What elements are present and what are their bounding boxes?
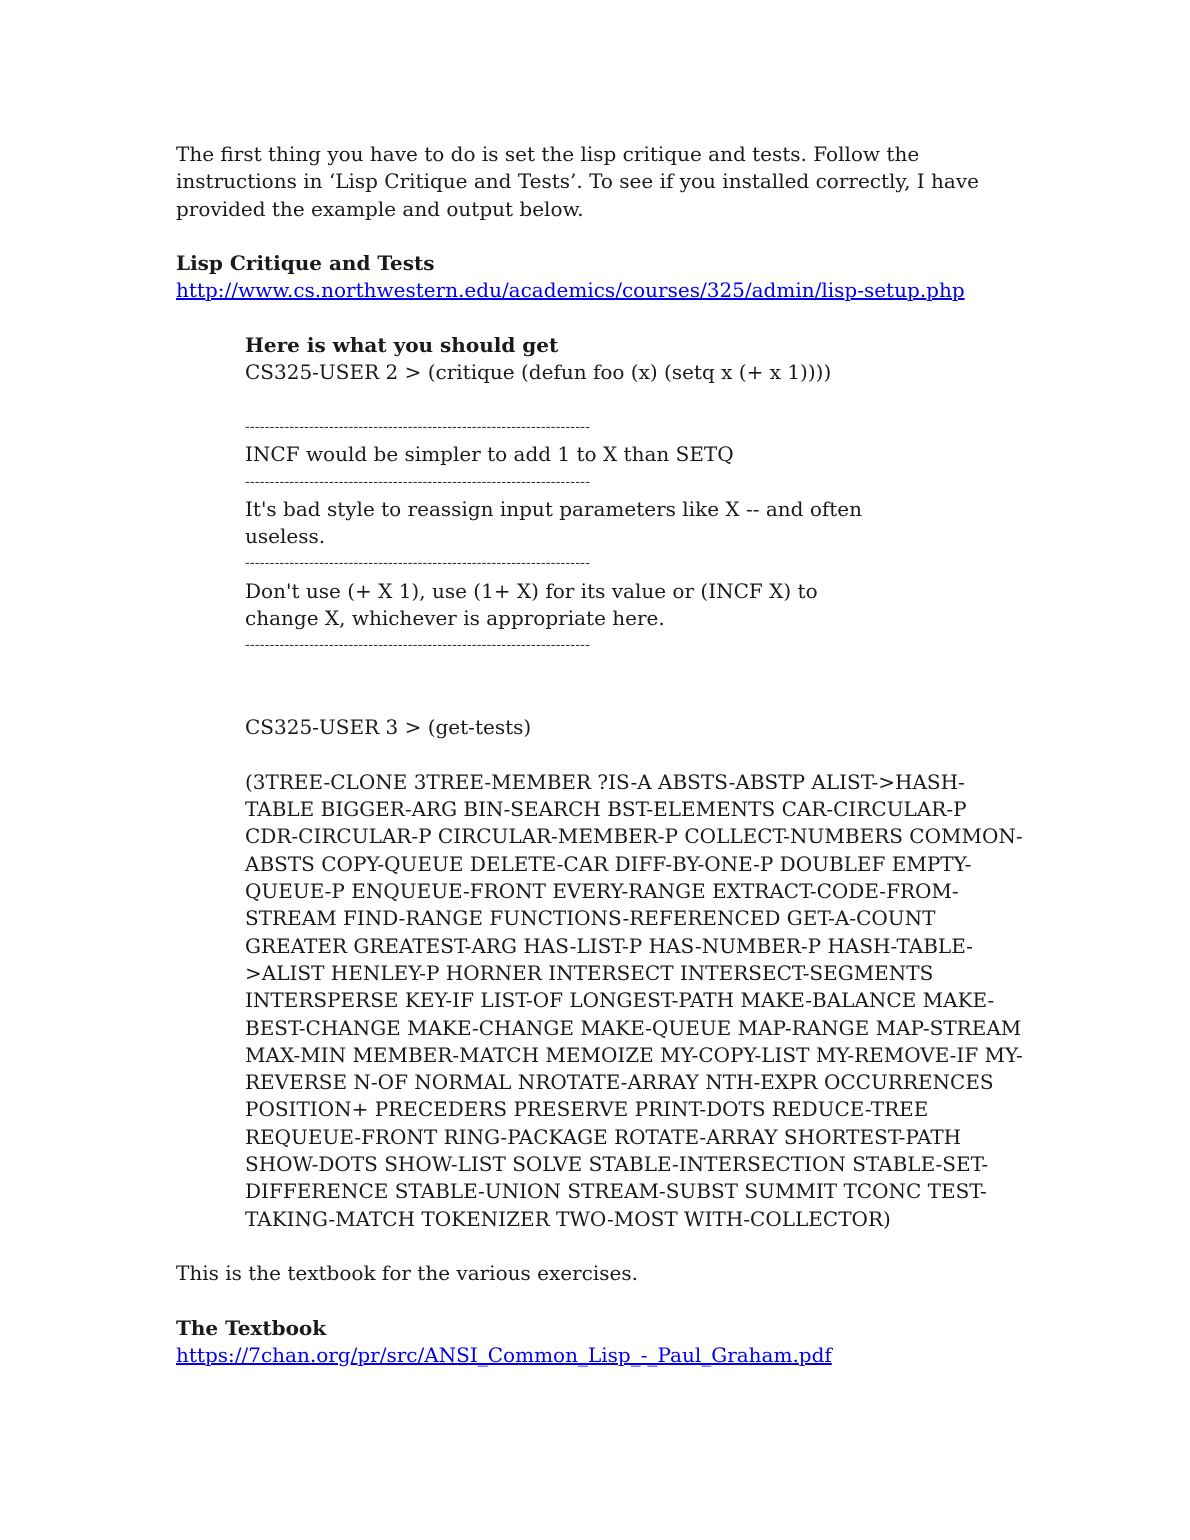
critique-message: Don't use (+ X 1), use (1+ X) for its value or (INCF X) to change X, whichever is appropriate here. — [245, 578, 818, 631]
textbook-intro: This is the textbook for the various exercises. — [176, 1261, 638, 1286]
textbook-heading: The Textbook — [176, 1315, 327, 1340]
lisp-critique-heading: Lisp Critique and Tests — [176, 251, 435, 276]
separator-line: ---------------------------------------------------------------------- — [245, 473, 591, 490]
separator-line: ---------------------------------------------------------------------- — [245, 555, 591, 572]
example-block — [245, 332, 1026, 1233]
critique-command: CS325-USER 2 > (critique (defun foo (x) (setq x (+ x 1)))) — [245, 360, 832, 385]
document-page — [176, 141, 1026, 1369]
tests-output: (3TREE-CLONE 3TREE-MEMBER ?IS-A ABSTS-ABSTP ALIST->HASH-TABLE BIGGER-ARG BIN-SEARCH BST-ELEMENTS CAR-CIRCULAR-P CDR-CIRCULAR-P CIRCULAR-MEMBER-P COLLECT-NUMBERS COMMON-ABSTS COPY-QUEUE DELETE-CAR DIFF-BY-ONE-P DOUBLEF EMPTY-QUEUE-P ENQUEUE-FRONT EVERY-RANGE EXTRACT-CODE-FROM-STREAM FIND-RANGE FUNCTIONS-REFERENCED GET-A-COUNT GREATER GREATEST-ARG HAS-LIST-P HAS-NUMBER-P HASH-TABLE->ALIST HENLEY-P HORNER INTERSECT INTERSECT-SEGMENTS INTERSPERSE KEY-IF LIST-OF LONGEST-PATH MAKE-BALANCE MAKE-BEST-CHANGE MAKE-CHANGE MAKE-QUEUE MAP-RANGE MAP-STREAM MAX-MIN MEMBER-MATCH MEMOIZE MY-COPY-LIST MY-REMOVE-IF MY-REVERSE N-OF NORMAL NROTATE-ARRAY NTH-EXPR OCCURRENCES POSITION+ PRECEDERS PRESERVE PRINT-DOTS REDUCE-TREE REQUEUE-FRONT RING-PACKAGE ROTATE-ARRAY SHORTEST-PATH SHOW-DOTS SHOW-LIST SOLVE STABLE-INTERSECTION STABLE-SET-DIFFERENCE STABLE-UNION STREAM-SUBST SUMMIT TCONC TEST-TAKING-MATCH TOKENIZER TWO-MOST WITH-COLLECTOR) — [245, 769, 1023, 1231]
textbook-link[interactable]: https://7chan.org/pr/src/ANSI_Common_Lisp_-_Paul_Graham.pdf — [176, 1343, 832, 1368]
critique-message: INCF would be simpler to add 1 to X than SETQ — [245, 442, 734, 467]
critique-message: It's bad style to reassign input parameters like X -- and often useless. — [245, 496, 863, 549]
separator-line: ---------------------------------------------------------------------- — [245, 637, 591, 654]
intro-paragraph: The first thing you have to do is set the lisp critique and tests. Follow the instructions in ‘Lisp Critique and Tests’. To see if you installed correctly, I have provided the example and output below. — [176, 142, 979, 221]
get-tests-command: CS325-USER 3 > (get-tests) — [245, 715, 532, 740]
lisp-setup-link[interactable]: http://www.cs.northwestern.edu/academics/courses/325/admin/lisp-setup.php — [176, 278, 965, 303]
separator-line: ---------------------------------------------------------------------- — [245, 418, 591, 435]
example-heading: Here is what you should get — [245, 333, 559, 358]
